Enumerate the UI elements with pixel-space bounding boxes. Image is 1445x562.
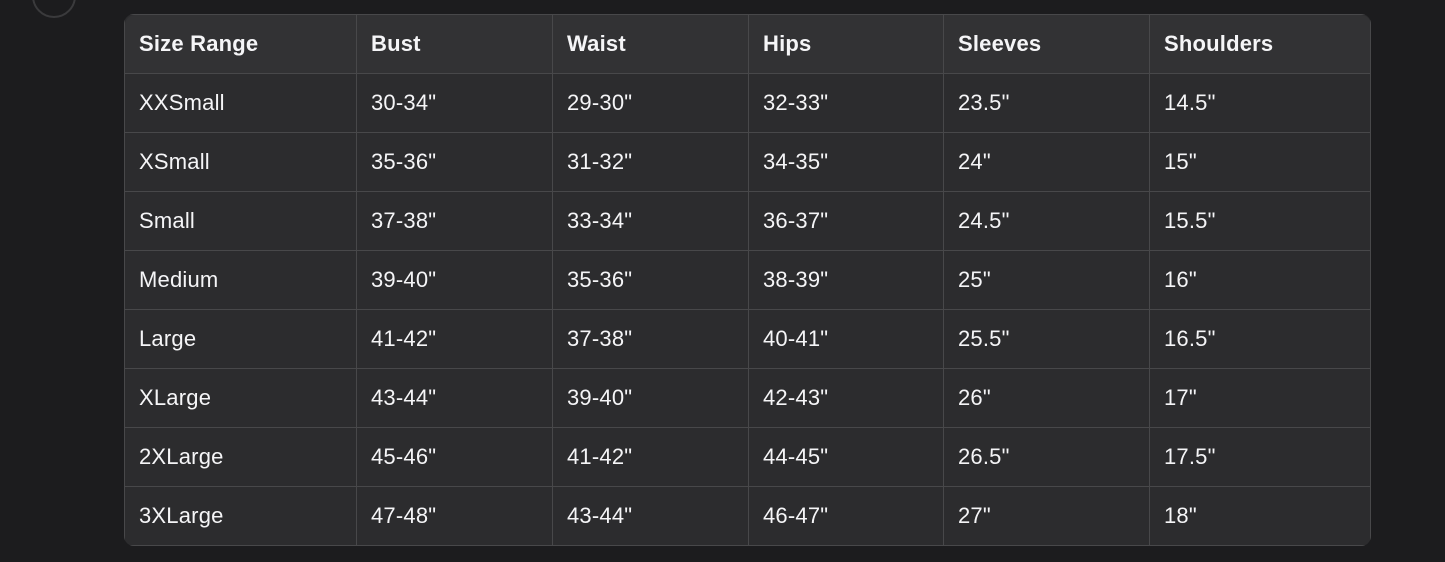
cell-hips: 40-41" — [749, 310, 944, 369]
cell-sleeves: 27" — [944, 487, 1150, 546]
cell-bust: 41-42" — [357, 310, 553, 369]
cell-shoulders: 18" — [1150, 487, 1371, 546]
size-chart-container — [124, 14, 1370, 546]
cell-shoulders: 17" — [1150, 369, 1371, 428]
cell-size-range: Large — [125, 310, 357, 369]
cell-sleeves: 26.5" — [944, 428, 1150, 487]
cell-bust: 43-44" — [357, 369, 553, 428]
cell-hips: 46-47" — [749, 487, 944, 546]
cell-hips: 36-37" — [749, 192, 944, 251]
table-row — [125, 133, 1371, 192]
table-body — [125, 74, 1371, 546]
cell-bust: 47-48" — [357, 487, 553, 546]
cell-hips: 42-43" — [749, 369, 944, 428]
cell-shoulders: 15" — [1150, 133, 1371, 192]
cell-waist: 39-40" — [553, 369, 749, 428]
cell-shoulders: 17.5" — [1150, 428, 1371, 487]
cell-sleeves: 24" — [944, 133, 1150, 192]
cell-bust: 45-46" — [357, 428, 553, 487]
table-row — [125, 251, 1371, 310]
table-row — [125, 192, 1371, 251]
cell-sleeves: 24.5" — [944, 192, 1150, 251]
cell-hips: 44-45" — [749, 428, 944, 487]
table-row — [125, 369, 1371, 428]
column-header-waist: Waist — [553, 15, 749, 74]
cell-waist: 31-32" — [553, 133, 749, 192]
table-header — [125, 15, 1371, 74]
cell-size-range: XLarge — [125, 369, 357, 428]
cell-waist: 43-44" — [553, 487, 749, 546]
cell-shoulders: 14.5" — [1150, 74, 1371, 133]
column-header-hips: Hips — [749, 15, 944, 74]
cell-shoulders: 16.5" — [1150, 310, 1371, 369]
column-header-bust: Bust — [357, 15, 553, 74]
cell-size-range: Small — [125, 192, 357, 251]
cell-bust: 35-36" — [357, 133, 553, 192]
column-header-size-range: Size Range — [125, 15, 357, 74]
cell-waist: 29-30" — [553, 74, 749, 133]
cell-size-range: XXSmall — [125, 74, 357, 133]
cell-size-range: 3XLarge — [125, 487, 357, 546]
decorative-circle-mark — [32, 0, 76, 18]
cell-hips: 32-33" — [749, 74, 944, 133]
table-row — [125, 310, 1371, 369]
cell-bust: 39-40" — [357, 251, 553, 310]
table-row — [125, 428, 1371, 487]
cell-size-range: 2XLarge — [125, 428, 357, 487]
table-header-row — [125, 15, 1371, 74]
cell-shoulders: 15.5" — [1150, 192, 1371, 251]
column-header-shoulders: Shoulders — [1150, 15, 1371, 74]
cell-hips: 38-39" — [749, 251, 944, 310]
cell-waist: 33-34" — [553, 192, 749, 251]
cell-shoulders: 16" — [1150, 251, 1371, 310]
column-header-sleeves: Sleeves — [944, 15, 1150, 74]
size-chart-table — [124, 14, 1371, 546]
table-row — [125, 487, 1371, 546]
cell-waist: 41-42" — [553, 428, 749, 487]
cell-sleeves: 25" — [944, 251, 1150, 310]
cell-waist: 37-38" — [553, 310, 749, 369]
cell-size-range: XSmall — [125, 133, 357, 192]
cell-sleeves: 25.5" — [944, 310, 1150, 369]
cell-size-range: Medium — [125, 251, 357, 310]
cell-bust: 30-34" — [357, 74, 553, 133]
cell-sleeves: 26" — [944, 369, 1150, 428]
cell-bust: 37-38" — [357, 192, 553, 251]
cell-waist: 35-36" — [553, 251, 749, 310]
cell-sleeves: 23.5" — [944, 74, 1150, 133]
table-row — [125, 74, 1371, 133]
cell-hips: 34-35" — [749, 133, 944, 192]
